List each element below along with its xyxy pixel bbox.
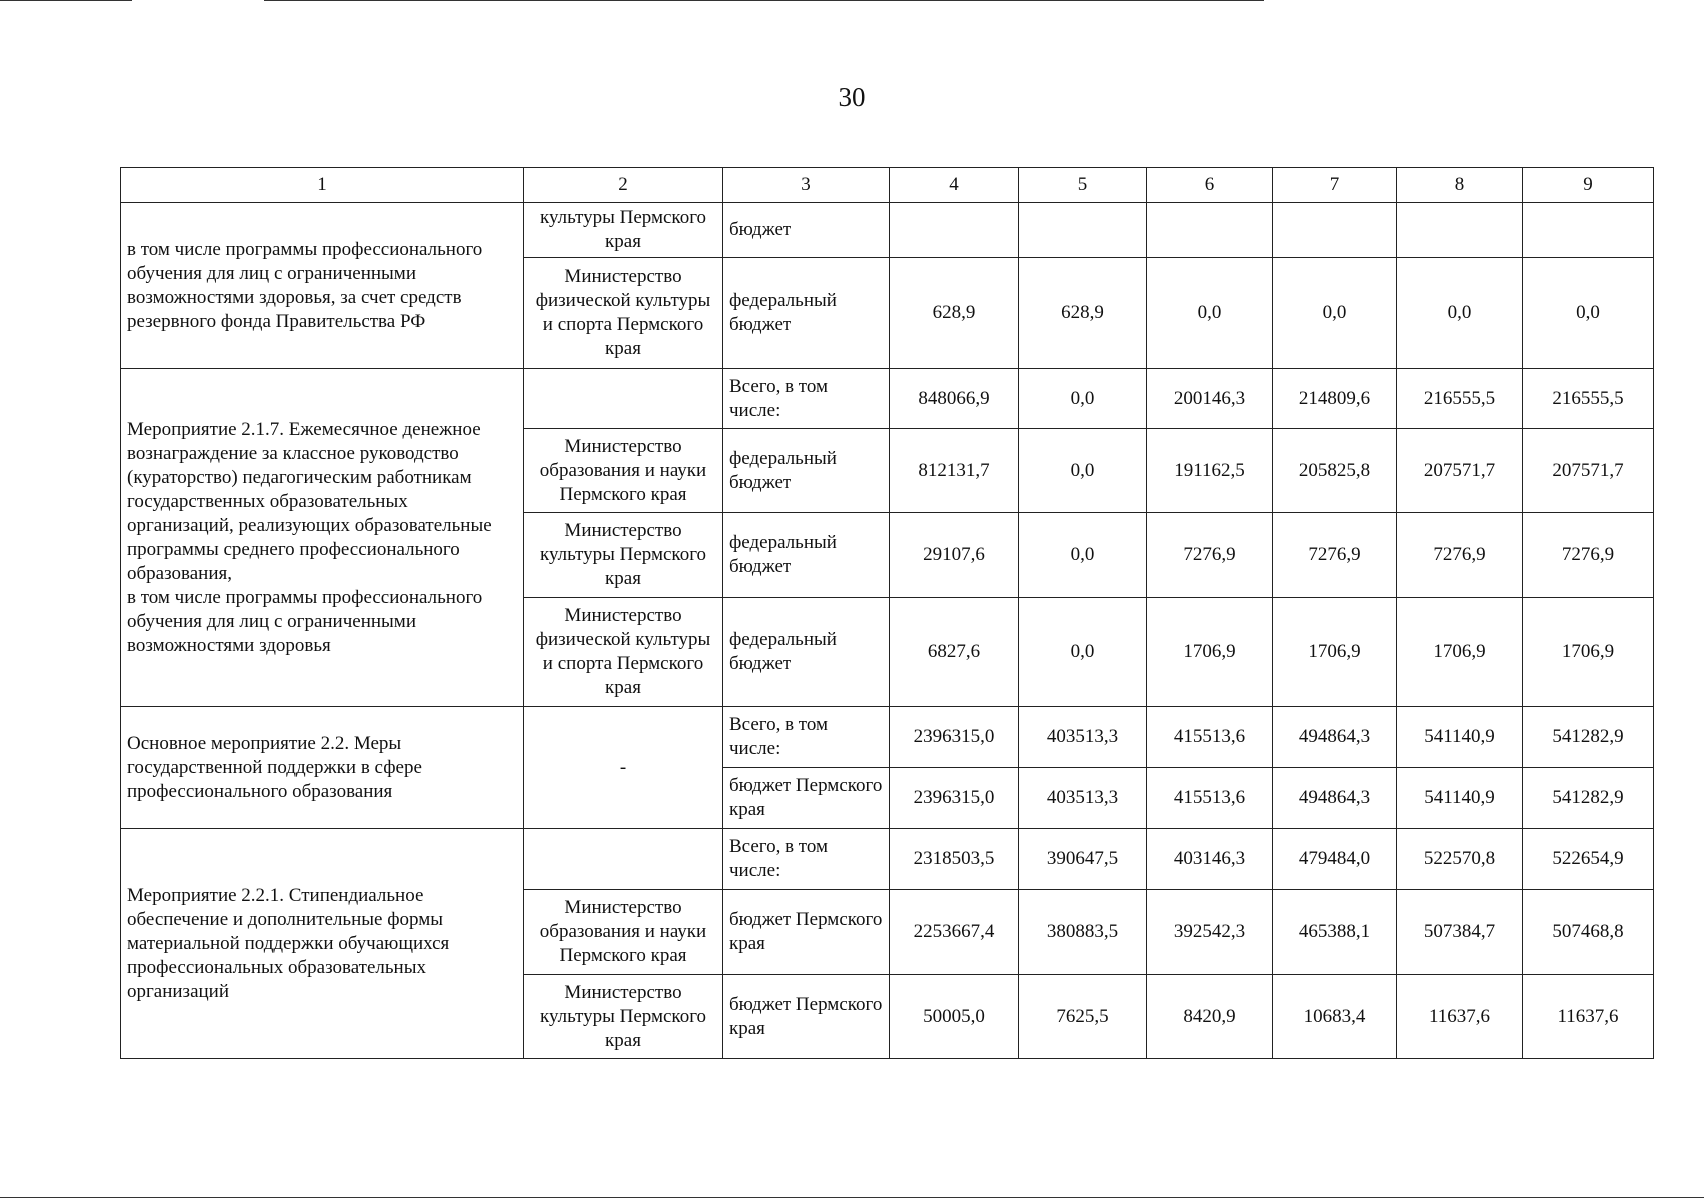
- value-cell: 205825,8: [1273, 429, 1397, 513]
- value-cell: 1706,9: [1147, 598, 1273, 707]
- value-cell: [1397, 203, 1523, 258]
- value-cell: 207571,7: [1397, 429, 1523, 513]
- funding-source-cell: Всего, в том числе:: [723, 707, 890, 768]
- table-row: [121, 203, 1654, 258]
- value-cell: 1706,9: [1273, 598, 1397, 707]
- value-cell: 200146,3: [1147, 369, 1273, 429]
- table-row: [121, 707, 1654, 768]
- value-cell: 380883,5: [1019, 890, 1147, 975]
- executor-cell: Министерство физической культуры и спорта Пермского края: [524, 598, 723, 707]
- column-header: 7: [1273, 168, 1397, 203]
- value-cell: 8420,9: [1147, 975, 1273, 1059]
- scan-edge-line: [0, 1197, 1704, 1198]
- activity-name-cell: в том числе программы профессионального обучения для лиц с ограниченными возможностями здоровья, за счет средств резервного фонда Правительства РФ: [121, 203, 524, 369]
- value-cell: 7276,9: [1273, 513, 1397, 598]
- activity-name-cell: Основное мероприятие 2.2. Меры государственной поддержки в сфере профессионального образования: [121, 707, 524, 829]
- value-cell: 541282,9: [1523, 707, 1654, 768]
- column-header: 9: [1523, 168, 1654, 203]
- funding-source-cell: федеральный бюджет: [723, 258, 890, 369]
- value-cell: 10683,4: [1273, 975, 1397, 1059]
- funding-source-cell: федеральный бюджет: [723, 598, 890, 707]
- scan-edge-line: [0, 0, 132, 1]
- funding-source-cell: бюджет Пермского края: [723, 975, 890, 1059]
- column-header: 8: [1397, 168, 1523, 203]
- column-header: 4: [890, 168, 1019, 203]
- value-cell: 7276,9: [1523, 513, 1654, 598]
- value-cell: 11637,6: [1397, 975, 1523, 1059]
- value-cell: 628,9: [1019, 258, 1147, 369]
- value-cell: 11637,6: [1523, 975, 1654, 1059]
- value-cell: 0,0: [1019, 598, 1147, 707]
- value-cell: 541140,9: [1397, 768, 1523, 829]
- scan-edge-line: [264, 0, 1264, 1]
- value-cell: [1273, 203, 1397, 258]
- value-cell: 848066,9: [890, 369, 1019, 429]
- executor-cell: Министерство культуры Пермского края: [524, 513, 723, 598]
- value-cell: [1019, 203, 1147, 258]
- funding-source-cell: бюджет: [723, 203, 890, 258]
- table-row: [121, 829, 1654, 890]
- value-cell: 2318503,5: [890, 829, 1019, 890]
- column-header: 6: [1147, 168, 1273, 203]
- value-cell: 216555,5: [1397, 369, 1523, 429]
- value-cell: 214809,6: [1273, 369, 1397, 429]
- value-cell: [890, 203, 1019, 258]
- value-cell: 2396315,0: [890, 707, 1019, 768]
- value-cell: 415513,6: [1147, 707, 1273, 768]
- column-header: 2: [524, 168, 723, 203]
- value-cell: 2396315,0: [890, 768, 1019, 829]
- value-cell: 494864,3: [1273, 768, 1397, 829]
- value-cell: 479484,0: [1273, 829, 1397, 890]
- table-row: [121, 369, 1654, 429]
- executor-cell: культуры Пермского края: [524, 203, 723, 258]
- value-cell: 392542,3: [1147, 890, 1273, 975]
- column-header: 1: [121, 168, 524, 203]
- column-header: 3: [723, 168, 890, 203]
- value-cell: 191162,5: [1147, 429, 1273, 513]
- column-header: 5: [1019, 168, 1147, 203]
- value-cell: 207571,7: [1523, 429, 1654, 513]
- value-cell: 0,0: [1523, 258, 1654, 369]
- value-cell: 1706,9: [1523, 598, 1654, 707]
- value-cell: 7276,9: [1397, 513, 1523, 598]
- value-cell: 0,0: [1147, 258, 1273, 369]
- value-cell: 216555,5: [1523, 369, 1654, 429]
- value-cell: 507468,8: [1523, 890, 1654, 975]
- value-cell: 29107,6: [890, 513, 1019, 598]
- value-cell: [1523, 203, 1654, 258]
- value-cell: 0,0: [1019, 513, 1147, 598]
- value-cell: 541282,9: [1523, 768, 1654, 829]
- value-cell: 403513,3: [1019, 768, 1147, 829]
- value-cell: 1706,9: [1397, 598, 1523, 707]
- value-cell: 628,9: [890, 258, 1019, 369]
- executor-cell: Министерство культуры Пермского края: [524, 975, 723, 1059]
- value-cell: 50005,0: [890, 975, 1019, 1059]
- value-cell: 812131,7: [890, 429, 1019, 513]
- value-cell: 6827,6: [890, 598, 1019, 707]
- value-cell: 522570,8: [1397, 829, 1523, 890]
- funding-source-cell: бюджет Пермского края: [723, 768, 890, 829]
- value-cell: 415513,6: [1147, 768, 1273, 829]
- value-cell: 403513,3: [1019, 707, 1147, 768]
- value-cell: [1147, 203, 1273, 258]
- value-cell: 0,0: [1397, 258, 1523, 369]
- value-cell: 403146,3: [1147, 829, 1273, 890]
- executor-cell: Министерство образования и науки Пермского края: [524, 429, 723, 513]
- value-cell: 465388,1: [1273, 890, 1397, 975]
- funding-source-cell: Всего, в том числе:: [723, 829, 890, 890]
- value-cell: 0,0: [1019, 369, 1147, 429]
- budget-table: [120, 167, 1654, 1059]
- value-cell: 7625,5: [1019, 975, 1147, 1059]
- funding-source-cell: федеральный бюджет: [723, 513, 890, 598]
- value-cell: 7276,9: [1147, 513, 1273, 598]
- activity-name-cell: Мероприятие 2.1.7. Ежемесячное денежное вознаграждение за классное руководство (кураторство) педагогическим работникам государственных образовательных организаций, реализующих образовательные программы среднего профессионального образования, в том числе программы профессионального обучения для лиц с ограниченными возможностями здоровья: [121, 369, 524, 707]
- executor-cell: Министерство образования и науки Пермского края: [524, 890, 723, 975]
- page-number: 30: [838, 82, 866, 112]
- value-cell: 541140,9: [1397, 707, 1523, 768]
- value-cell: 507384,7: [1397, 890, 1523, 975]
- value-cell: 522654,9: [1523, 829, 1654, 890]
- value-cell: 0,0: [1273, 258, 1397, 369]
- executor-cell: -: [524, 707, 723, 829]
- funding-source-cell: федеральный бюджет: [723, 429, 890, 513]
- executor-cell: Министерство физической культуры и спорта Пермского края: [524, 258, 723, 369]
- value-cell: 390647,5: [1019, 829, 1147, 890]
- value-cell: 2253667,4: [890, 890, 1019, 975]
- funding-source-cell: бюджет Пермского края: [723, 890, 890, 975]
- header-row: [121, 168, 1654, 203]
- activity-name-cell: Мероприятие 2.2.1. Стипендиальное обеспечение и дополнительные формы материальной поддержки обучающихся профессиональных образовательных организаций: [121, 829, 524, 1059]
- value-cell: 0,0: [1019, 429, 1147, 513]
- value-cell: 494864,3: [1273, 707, 1397, 768]
- funding-source-cell: Всего, в том числе:: [723, 369, 890, 429]
- executor-cell: [524, 369, 723, 429]
- executor-cell: [524, 829, 723, 890]
